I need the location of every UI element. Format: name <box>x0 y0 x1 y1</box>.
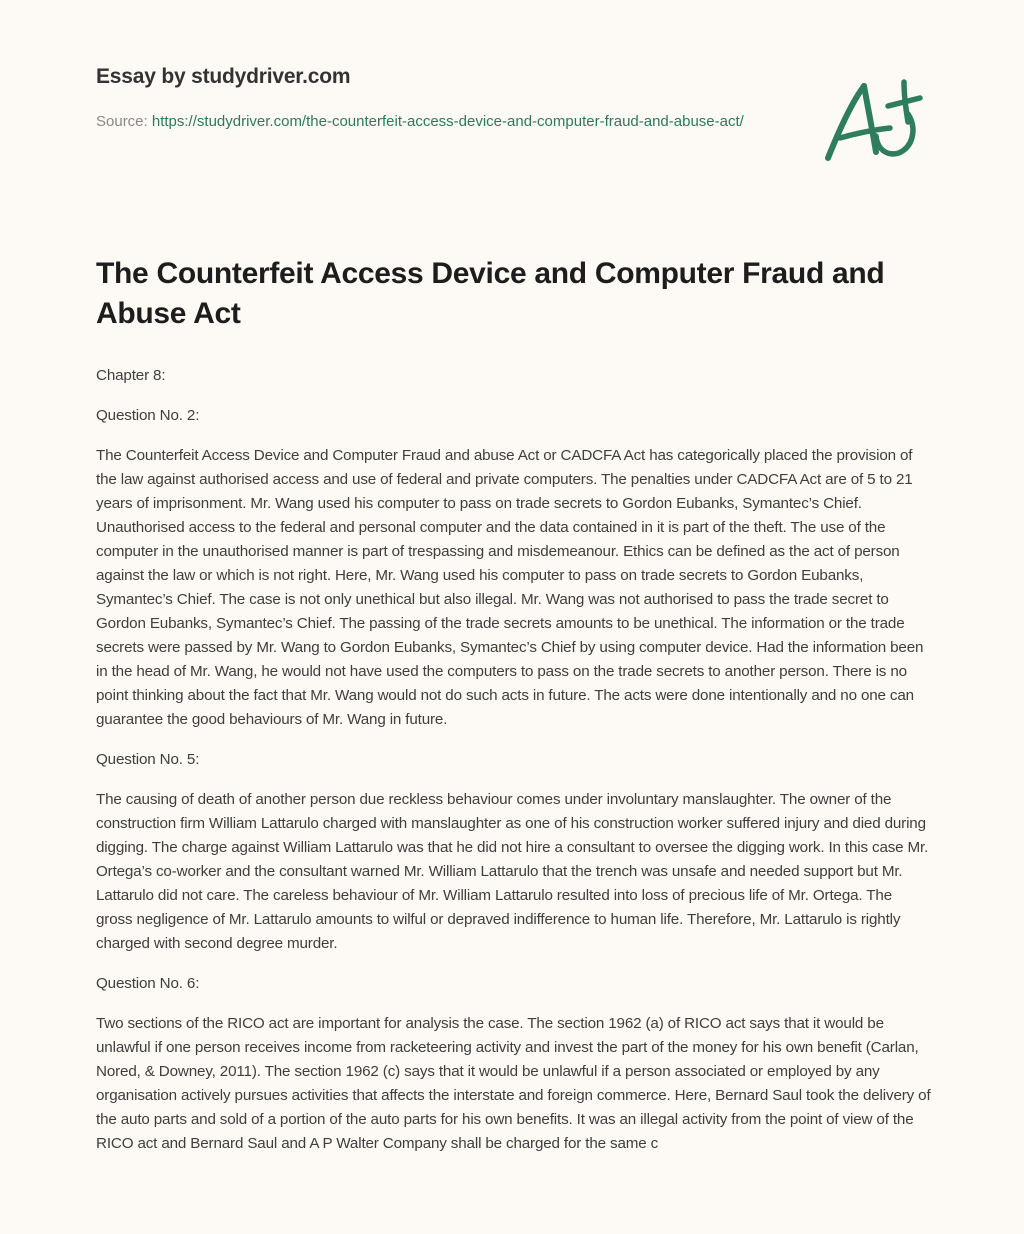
page-header <box>96 62 796 134</box>
answer-paragraph: Two sections of the RICO act are important for analysis the case. The section 1962 (a) of RICO act says that it would be unlawful if one person receives income from racketeering activity and invest the part of the money for his own benefit (Carlan, Nored, & Downey, 2011). The section 1962 (c) says that it would be unlawful if a person associated or employed by any organisation actively pursues activities that affects the interstate and foreign commerce. Here, Bernard Saul took the delivery of the auto parts and sold of a portion of the auto parts for his own benefits. It was an illegal activity from the point of view of the RICO act and Bernard Saul and A P Walter Company shall be charged for the same c <box>96 1015 931 1152</box>
chapter-heading: Chapter 8: <box>96 367 166 384</box>
document-body <box>96 254 932 1172</box>
answer-paragraph: The Counterfeit Access Device and Computer Fraud and abuse Act or CADCFA Act has categorically placed the provision of the law against authorised access and use of federal and private computers. The penalties under CADCFA Act are of 5 to 21 years of imprisonment. Mr. Wang used his computer to pass on trade secrets to Gordon Eubanks, Symantec’s Chief. Unauthorised access to the federal and personal computer and the data contained in it is part of the theft. The use of the computer in the unauthorised manner is part of trespassing and misdemeanour. Ethics can be defined as the act of person against the law or which is not right. Here, Mr. Wang used his computer to pass on trade secrets to Gordon Eubanks, Symantec’s Chief. The case is not only unethical but also illegal. Mr. Wang was not authorised to pass the trade secret to Gordon Eubanks, Symantec’s Chief. The passing of the trade secrets amounts to be unethical. The information or the trade secrets were passed by Mr. Wang to Gordon Eubanks, Symantec’s Chief by using computer device. Had the information been in the head of Mr. Wang, he would not have used the computers to pass on the trade secrets to another person. There is no point thinking about the fact that Mr. Wang would not do such acts in future. The acts were done intentionally and no one can guarantee the good behaviours of Mr. Wang in future. <box>96 447 924 728</box>
site-title: Essay by studydriver.com <box>96 65 351 88</box>
source-line <box>96 110 776 134</box>
source-label: Source: <box>96 113 152 130</box>
question-heading: Question No. 5: <box>96 751 200 768</box>
source-link[interactable]: https://studydriver.com/the-counterfeit-access-device-and-computer-fraud-and-abuse-act/ <box>151 113 744 130</box>
a-plus-icon <box>818 66 930 166</box>
question-heading: Question No. 2: <box>96 407 200 424</box>
question-heading: Question No. 6: <box>96 975 200 992</box>
answer-paragraph: The causing of death of another person due reckless behaviour comes under involuntary manslaughter. The owner of the construction firm William Lattarulo charged with manslaughter as one of his construction worker suffered injury and died during digging. The charge against William Lattarulo was that he did not hire a consultant to oversee the digging work. In this case Mr. Ortega’s co-worker and the consultant warned Mr. William Lattarulo that the trench was unsafe and needed support but Mr. Lattarulo did not care. The careless behaviour of Mr. William Lattarulo resulted into loss of precious life of Mr. Ortega. The gross negligence of Mr. Lattarulo amounts to wilful or depraved indifference to human life. Therefore, Mr. Lattarulo is rightly charged with second degree murder. <box>96 791 929 952</box>
document-title: The Counterfeit Access Device and Computer Fraud and Abuse Act <box>96 257 885 330</box>
